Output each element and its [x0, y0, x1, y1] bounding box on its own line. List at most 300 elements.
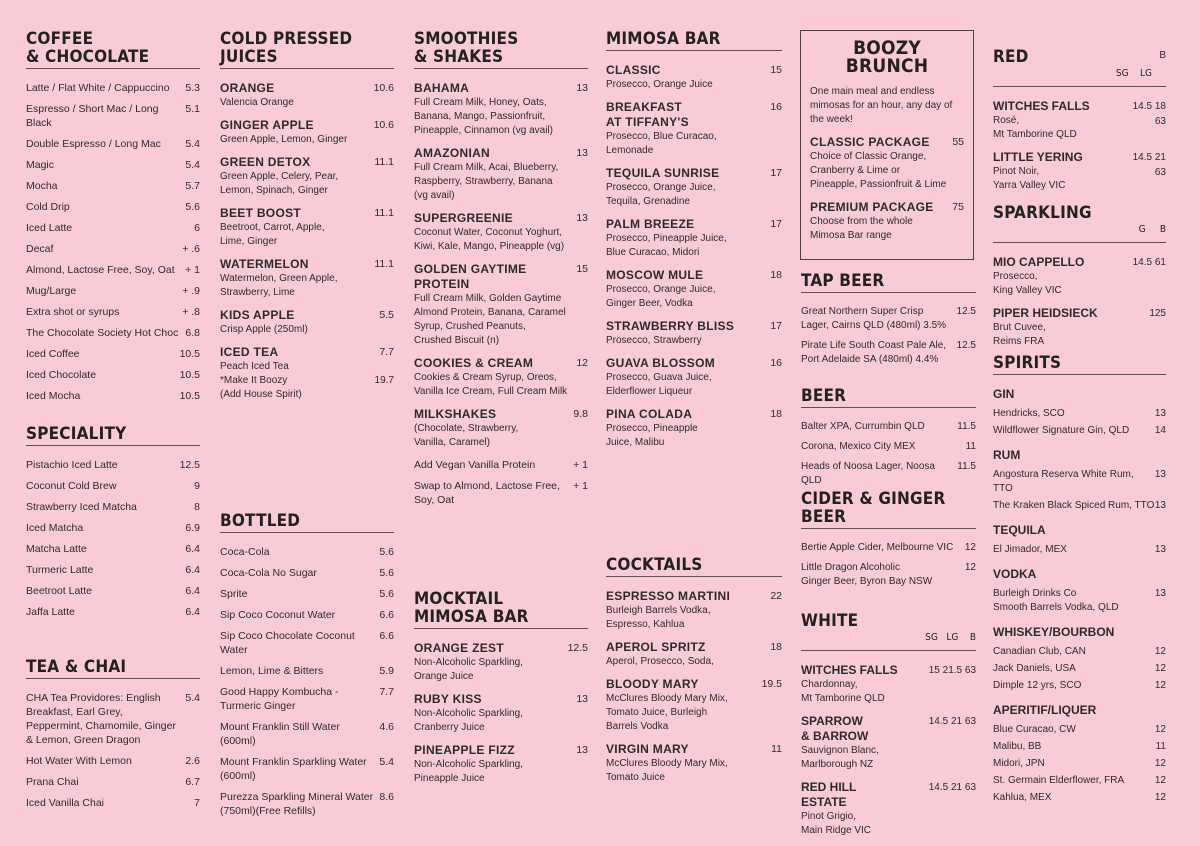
item-desc: Coconut Water, Coconut Yoghurt, Kiwi, Kale, Mango, Pineapple (vg): [414, 227, 565, 252]
menu-item: [414, 692, 588, 735]
item-price: 16: [770, 357, 782, 369]
section-title-mocktail: MOCKTAIL MIMOSA BAR: [414, 590, 588, 629]
mocktail-list: [414, 641, 588, 786]
item-price: 19.5: [761, 678, 782, 690]
item-desc: Crisp Apple (250ml): [220, 324, 308, 335]
menu-item: [606, 407, 782, 450]
section-smoothies: [414, 30, 588, 507]
menu-row: [993, 499, 1166, 513]
item-price: 5.7: [185, 180, 200, 192]
item-price: 11.5: [957, 421, 976, 432]
section-title-cocktails: COCKTAILS: [606, 556, 782, 577]
item-price: 5.6: [185, 201, 200, 213]
item-price: 13: [576, 82, 588, 94]
item-price: 6.8: [185, 327, 200, 339]
item-price: 6.7: [185, 776, 200, 788]
menu-item: [606, 319, 782, 348]
menu-item: [220, 206, 394, 249]
item-price: 13: [1154, 588, 1166, 599]
menu-row: [993, 407, 1166, 421]
item-desc: Prosecco, Guava Juice, Elderflower Liqueur: [606, 372, 712, 397]
item-desc: Burleigh Barrels Vodka, Espresso, Kahlua: [606, 605, 711, 630]
item-head: [414, 262, 588, 292]
item-head: [801, 780, 976, 810]
item-desc: McClures Bloody Mary Mix, Tomato Juice, Burleigh Barrels Vodka: [606, 693, 728, 732]
item-name: MOSCOW MULE: [606, 268, 704, 282]
item-price: 14.5 18: [1132, 101, 1166, 112]
item-name: Midori, JPN: [993, 758, 1045, 769]
item-head: [220, 81, 394, 96]
item-price: 14.5 21 63: [928, 716, 976, 727]
mimosa-list: [606, 63, 782, 450]
item-name: Sprite: [220, 588, 248, 600]
item-name: Double Espresso / Long Mac: [26, 138, 161, 150]
item-name: Canadian Club, CAN: [993, 646, 1086, 657]
item-price: 18: [770, 408, 782, 420]
item-price: 5.5: [379, 309, 394, 321]
item-desc: Non-Alcoholic Sparkling, Cranberry Juice: [414, 708, 523, 733]
item-head: [220, 257, 394, 272]
red-bottle-header: B: [1159, 50, 1166, 61]
item-price: 11.1: [374, 156, 394, 168]
item-name: Mocha: [26, 180, 58, 192]
menu-item: [606, 63, 782, 92]
item-desc: Green Apple, Celery, Pear, Lemon, Spinach, Ginger: [220, 171, 339, 196]
menu-row: [26, 500, 200, 514]
item-name: CHA Tea Providores: English Breakfast, Earl Grey, Peppermint, Chamomile, Ginger & Lemon, Green Dragon: [26, 692, 176, 746]
menu-item: [801, 663, 976, 706]
item-name: Mug/Large: [26, 285, 77, 297]
menu-item: [414, 407, 588, 450]
item-price: 13: [576, 744, 588, 756]
menu-item: [414, 743, 588, 786]
item-name: PIPER HEIDSIECK: [993, 306, 1098, 320]
item-name: Corona, Mexico City MEX: [801, 441, 916, 452]
item-price: 12: [1154, 758, 1166, 769]
item-price: 9: [194, 480, 200, 492]
menu-item: [810, 135, 964, 192]
item-head: [810, 200, 964, 215]
menu-row: [801, 339, 976, 367]
item-price: 17: [770, 167, 782, 179]
item-head: [606, 217, 782, 232]
item-name: STRAWBERRY BLISS: [606, 319, 735, 333]
menu-row: [414, 458, 588, 472]
menu-row: [26, 284, 200, 298]
item-price: 18: [770, 641, 782, 653]
menu-row: [26, 605, 200, 619]
item-name: WATERMELON: [220, 257, 309, 271]
item-price: 12.5: [179, 459, 200, 471]
menu-row: [26, 563, 200, 577]
menu-row: [26, 521, 200, 535]
menu-row: [26, 263, 200, 277]
section-title-mimosa: MIMOSA BAR: [606, 30, 782, 51]
item-name: The Chocolate Society Hot Choc: [26, 327, 179, 339]
section-speciality: [26, 425, 200, 626]
menu-row: [220, 608, 394, 622]
item-name: Malibu, BB: [993, 741, 1042, 752]
bottled-list: [220, 545, 394, 818]
item-name: BAHAMA: [414, 81, 470, 95]
boozy-list: [810, 135, 964, 243]
item-name: WITCHES FALLS: [801, 663, 898, 677]
item-price: 14.5 21: [1132, 152, 1166, 163]
spirit-category: WHISKEY/BOURBON: [993, 625, 1115, 639]
menu-item: [606, 166, 782, 209]
item-price: 14: [1154, 425, 1166, 436]
item-price: 12: [1154, 792, 1166, 803]
menu-item: [801, 714, 976, 772]
item-name: Bertie Apple Cider, Melbourne VIC: [801, 542, 954, 553]
menu-row: [26, 479, 200, 493]
menu-row: [26, 179, 200, 193]
item-head: [993, 150, 1166, 165]
item-desc: Beetroot, Carrot, Apple, Lime, Ginger: [220, 222, 325, 247]
item-name: Pirate Life South Coast Pale Ale, Port Adelaide SA (480ml) 4.4%: [801, 340, 947, 365]
menu-item: [606, 742, 782, 785]
item-price: 22: [770, 590, 782, 602]
item-desc: Prosecco, Orange Juice, Tequila, Grenadine: [606, 182, 716, 207]
item-name: Mount Franklin Still Water (600ml): [220, 721, 340, 747]
sparkling-title-text: SPARKLING: [993, 203, 1092, 223]
item-name: COOKIES & CREAM: [414, 356, 534, 370]
cocktails-list: [606, 589, 782, 785]
menu-row: [801, 561, 976, 589]
item-head: [606, 319, 782, 334]
item-name: El Jimador, MEX: [993, 544, 1067, 555]
addons-list: [414, 458, 588, 507]
boozy-intro: One main meal and endless mimosas for an hour, any day of the week!: [810, 86, 953, 125]
item-name: TEQUILA SUNRISE: [606, 166, 720, 180]
section-title-tea: TEA & CHAI: [26, 658, 200, 679]
menu-item: [606, 589, 782, 632]
sparkling-size-headers: G B: [1138, 224, 1166, 235]
item-price: 12: [964, 542, 976, 553]
column-smoothies: [414, 29, 588, 784]
item-name: PINA COLADA: [606, 407, 693, 421]
item-name: Mount Franklin Sparkling Water (600ml): [220, 756, 367, 782]
section-tap-beer: [801, 272, 976, 367]
item-head: [414, 81, 588, 96]
menu-row: [801, 460, 976, 488]
menu-row: [26, 305, 200, 319]
menu-row: [26, 458, 200, 472]
spirit-category: RUM: [993, 448, 1021, 462]
section-white: [801, 594, 976, 846]
item-price: 17: [770, 320, 782, 332]
item-name: Turmeric Latte: [26, 564, 94, 576]
item-head: [414, 641, 588, 656]
item-desc: Full Cream Milk, Honey, Oats, Banana, Mango, Passionfruit, Pineapple, Cinnamon (vg avail): [414, 97, 553, 136]
section-title-boozy: BOOZY BRUNCH: [845, 37, 929, 77]
item-head: [606, 268, 782, 283]
item-price: + .6: [182, 243, 200, 255]
section-cocktails: [606, 556, 782, 793]
item-price: + .8: [182, 306, 200, 318]
item-price: 16: [770, 101, 782, 113]
item-price: 13: [576, 147, 588, 159]
item-head: [606, 63, 782, 78]
item-name: BREAKFAST AT TIFFANY'S: [606, 100, 689, 129]
item-head: [414, 692, 588, 707]
item-price: 75: [952, 201, 964, 213]
item-price: 5.9: [379, 665, 394, 677]
item-price: 6.4: [185, 564, 200, 576]
item-desc-row: [993, 114, 1166, 142]
item-price: 11: [1155, 741, 1166, 752]
item-desc: Choose from the whole Mimosa Bar range: [810, 216, 913, 241]
menu-item: [606, 640, 782, 669]
item-price: 15 21.5 63: [928, 665, 976, 676]
item-name: Angostura Reserva White Rum, TTO: [993, 469, 1134, 494]
item-name: Wildflower Signature Gin, QLD: [993, 425, 1130, 436]
menu-row: [220, 755, 394, 783]
item-name: ORANGE: [220, 81, 275, 95]
item-desc: Non-Alcoholic Sparkling, Pineapple Juice: [414, 759, 523, 784]
section-spirits: [993, 354, 1166, 808]
item-name: ORANGE ZEST: [414, 641, 504, 655]
menu-row: [993, 791, 1166, 805]
beer-list: [801, 420, 976, 488]
item-desc: Peach Iced Tea: [220, 361, 289, 372]
item-head: [414, 146, 588, 161]
item-price: + .9: [182, 285, 200, 297]
item-name: Balter XPA, Currumbin QLD: [801, 421, 925, 432]
item-desc: Aperol, Prosecco, Soda,: [606, 656, 714, 667]
menu-item: [993, 255, 1166, 298]
item-price: 9.8: [573, 408, 588, 420]
menu-row: [220, 790, 394, 818]
section-mocktail: [414, 590, 588, 794]
menu-row: [993, 723, 1166, 737]
item-price: 6.6: [379, 609, 394, 621]
menu-row: [26, 542, 200, 556]
item-head: [606, 100, 782, 130]
item-price: 12: [1154, 680, 1166, 691]
spirit-category: APERITIF/LIQUER: [993, 703, 1097, 717]
smoothies-list: [414, 81, 588, 450]
menu-item: [993, 99, 1166, 142]
boozy-option: *Make It Boozy (Add House Spirit): [220, 375, 302, 400]
item-price: 18: [770, 269, 782, 281]
item-head: [606, 742, 782, 757]
item-price: 5.4: [185, 159, 200, 171]
section-title-juices: COLD PRESSED JUICES: [220, 30, 394, 69]
item-name: Pistachio Iced Latte: [26, 459, 118, 471]
item-price: 7.7: [379, 346, 394, 358]
item-desc: Pinot Grigio, Main Ridge VIC: [801, 811, 872, 836]
menu-item: [220, 308, 394, 337]
item-price: 5.4: [379, 756, 394, 768]
menu-item: [220, 257, 394, 300]
menu-row: [220, 587, 394, 601]
menu-row: [26, 242, 200, 256]
item-price: 5.4: [185, 138, 200, 150]
menu-row: [26, 584, 200, 598]
menu-item: [993, 306, 1166, 349]
item-price: 11: [771, 743, 782, 755]
item-price: 12: [1154, 724, 1166, 735]
column-juices: [220, 29, 394, 817]
item-name: Coca-Cola No Sugar: [220, 567, 317, 579]
boozy-brunch-box: [800, 30, 974, 260]
section-red: [993, 30, 1166, 193]
item-price: 125: [1149, 308, 1166, 319]
section-title-speciality: SPECIALITY: [26, 425, 200, 446]
item-price: 10.5: [179, 369, 200, 381]
item-price: 11.1: [374, 207, 394, 219]
menu-row: [26, 775, 200, 789]
item-price: 11.5: [957, 461, 976, 472]
item-desc: Brut Cuvee, Reims FRA: [993, 322, 1046, 347]
item-head: [414, 211, 588, 226]
item-price: 6.4: [185, 543, 200, 555]
item-name: AMAZONIAN: [414, 146, 491, 160]
item-head: [606, 407, 782, 422]
menu-item: [220, 81, 394, 110]
menu-item: [414, 641, 588, 684]
menu-item: [810, 200, 964, 243]
item-name: Hendricks, SCO: [993, 408, 1065, 419]
item-head: [606, 166, 782, 181]
item-price: 10.6: [373, 119, 394, 131]
menu-row: [26, 81, 200, 95]
item-desc: Rosé, Mt Tamborine QLD: [993, 115, 1077, 140]
column-beer: [801, 271, 976, 836]
menu-row: [801, 420, 976, 434]
item-name: Sip Coco Chocolate Coconut Water: [220, 630, 355, 656]
item-head: [606, 356, 782, 371]
item-price: 15: [770, 64, 782, 76]
item-name: GINGER APPLE: [220, 118, 314, 132]
item-price: + 1: [573, 459, 588, 471]
item-name: APEROL SPRITZ: [606, 640, 706, 654]
menu-row: [26, 754, 200, 768]
menu-item: [606, 268, 782, 311]
menu-item: [606, 356, 782, 399]
menu-item: [414, 211, 588, 254]
item-desc: Valencia Orange: [220, 97, 294, 108]
item-head: [606, 640, 782, 655]
item-name: Espresso / Short Mac / Long Black: [26, 103, 159, 129]
menu-item: [220, 118, 394, 147]
item-name: Matcha Latte: [26, 543, 87, 555]
menu-row: [26, 347, 200, 361]
item-name: Good Happy Kombucha - Turmeric Ginger: [220, 686, 339, 712]
item-name: PINEAPPLE FIZZ: [414, 743, 515, 757]
item-price: 11: [965, 441, 976, 452]
item-desc: Green Apple, Lemon, Ginger: [220, 134, 348, 145]
spirit-category: GIN: [993, 387, 1015, 401]
item-desc: Prosecco, Pineapple Juice, Malibu: [606, 423, 698, 448]
item-name: PALM BREEZE: [606, 217, 695, 231]
item-name: GOLDEN GAYTIME PROTEIN: [414, 262, 527, 291]
item-name: Beetroot Latte: [26, 585, 92, 597]
menu-row: [993, 587, 1166, 615]
menu-item: [414, 146, 588, 203]
red-size-headers: SG LG: [1115, 68, 1152, 79]
item-name: Blue Curacao, CW: [993, 724, 1076, 735]
item-price: 12: [576, 357, 588, 369]
item-desc: Prosecco, King Valley VIC: [993, 271, 1062, 296]
item-name: ICED TEA: [220, 345, 279, 359]
item-desc: Prosecco, Orange Juice: [606, 79, 713, 90]
item-price: + 1: [185, 264, 200, 276]
item-price: 11.1: [374, 258, 394, 270]
item-desc: Prosecco, Strawberry: [606, 335, 702, 346]
menu-row: [220, 566, 394, 580]
column-wine-spirits: [993, 30, 1166, 803]
item-price: 12.5: [956, 340, 976, 351]
item-price: 5.4: [185, 692, 200, 704]
item-name: Sip Coco Coconut Water: [220, 609, 336, 621]
white-size-headers: SG LG B: [925, 632, 976, 643]
item-name: Iced Chocolate: [26, 369, 97, 381]
section-bottled: [220, 512, 394, 825]
item-name: Jack Daniels, USA: [993, 663, 1076, 674]
menu-row: [26, 137, 200, 151]
section-beer: [801, 387, 976, 494]
item-name: Heads of Noosa Lager, Noosa QLD: [801, 461, 935, 486]
section-title-tap: TAP BEER: [801, 272, 976, 293]
item-name: Add Vegan Vanilla Protein: [414, 459, 536, 471]
menu-row: [26, 389, 200, 403]
item-desc: (Chocolate, Strawberry, Vanilla, Caramel): [414, 423, 519, 448]
menu-row: [220, 629, 394, 657]
item-price: 6.9: [185, 522, 200, 534]
section-title-coffee: COFFEE & CHOCOLATE: [26, 30, 200, 69]
item-head: [606, 677, 782, 692]
boozy-price: 19.7: [374, 375, 394, 386]
item-name: PREMIUM PACKAGE: [810, 200, 934, 214]
menu-item: [220, 155, 394, 198]
item-price: 15: [576, 263, 588, 275]
item-desc: Watermelon, Green Apple, Strawberry, Lime: [220, 273, 338, 298]
item-price: 5.6: [379, 546, 394, 558]
item-price: 5.3: [185, 82, 200, 94]
item-name: Iced Coffee: [26, 348, 80, 360]
item-name: GUAVA BLOSSOM: [606, 356, 716, 370]
item-price: + 1: [573, 480, 588, 492]
red-list: [993, 99, 1166, 193]
section-sparkling: [993, 186, 1166, 357]
item-price: 14.5 61: [1132, 257, 1166, 268]
coffee-list: [26, 81, 200, 403]
menu-row: [993, 645, 1166, 659]
menu-row: [26, 221, 200, 235]
menu-row: [220, 720, 394, 748]
item-name: Coca-Cola: [220, 546, 270, 558]
section-title-sparkling: [993, 186, 1166, 243]
bottle-price: 63: [1154, 167, 1166, 178]
item-desc: Cookies & Cream Syrup, Oreos, Vanilla Ice Cream, Full Cream Milk: [414, 372, 568, 397]
item-name: VIRGIN MARY: [606, 742, 689, 756]
item-price: 13: [576, 212, 588, 224]
item-price: 12: [1154, 663, 1166, 674]
spirits-list: [993, 387, 1166, 805]
speciality-list: [26, 458, 200, 619]
menu-row: [220, 685, 394, 713]
item-name: Coconut Cold Brew: [26, 480, 117, 492]
item-name: Strawberry Iced Matcha: [26, 501, 137, 513]
section-coffee: [26, 30, 200, 403]
item-desc: Non-Alcoholic Sparkling, Orange Juice: [414, 657, 523, 682]
menu-row: [993, 774, 1166, 788]
tap-list: [801, 305, 976, 367]
section-cider: [801, 490, 976, 595]
item-desc: Prosecco, Blue Curacao, Lemonade: [606, 131, 717, 156]
